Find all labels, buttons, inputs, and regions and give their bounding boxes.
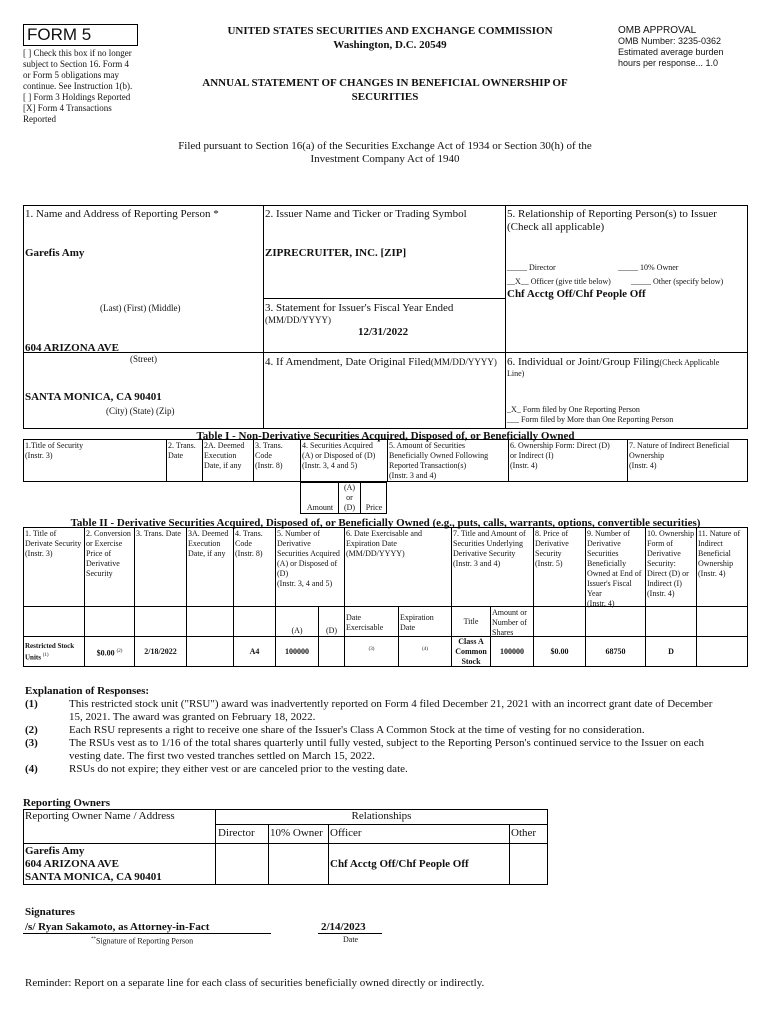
t2-col-price bbox=[535, 529, 585, 569]
filing-option-many: ___ Form filed by More than One Reporting Person bbox=[507, 415, 674, 424]
t2-sub-exercisable bbox=[346, 613, 398, 633]
t2-h-text: Direct (D) or bbox=[647, 569, 689, 578]
t1-col-nature bbox=[629, 441, 747, 471]
t1-col-text: (Instr. 8) bbox=[255, 461, 283, 470]
t2-col-deemed bbox=[188, 529, 233, 559]
t2-h-text: Date, if any bbox=[188, 549, 226, 558]
t2-row-security-text: Units bbox=[25, 653, 41, 662]
explanation-item bbox=[25, 763, 740, 776]
box6-sub: Line) bbox=[507, 369, 525, 378]
box4-sub: (MM/DD/YYYY) bbox=[430, 357, 497, 367]
t2-row-shares: 100000 bbox=[500, 647, 524, 656]
checkbox-line: continue. See Instruction 1(b). bbox=[23, 81, 133, 91]
checkbox-line: subject to Section 16. Form 4 bbox=[23, 59, 129, 69]
footnote-ref[interactable]: (3) bbox=[368, 647, 375, 652]
reporting-city: SANTA MONICA, CA 90401 bbox=[25, 391, 162, 403]
statement-title: SECURITIES bbox=[351, 91, 419, 103]
t2-row-title-text: Stock bbox=[461, 657, 481, 666]
explanation-line: 15, 2021. The award was granted on February 18, 2022. bbox=[69, 711, 316, 723]
form4-transactions-line: Reported bbox=[23, 114, 56, 124]
t1-sub-ad-text: or bbox=[346, 493, 353, 502]
signature-label bbox=[91, 935, 193, 947]
explanation-item bbox=[25, 698, 740, 724]
officer-option: __X__ Officer (give title below) bbox=[507, 277, 611, 286]
t2-h-text: Code bbox=[235, 539, 252, 548]
city-label: (City) (State) (Zip) bbox=[106, 406, 175, 416]
t2-h-text: Issuer's Fiscal bbox=[587, 579, 632, 588]
reporting-street: 604 ARIZONA AVE bbox=[25, 342, 119, 354]
t2-h-text: (Instr. 3, 4 and 5) bbox=[277, 579, 333, 588]
t2-row-date: 2/18/2022 bbox=[144, 647, 177, 656]
t1-col-text: 6. Ownership Form: Direct (D) bbox=[510, 441, 610, 450]
footnote-ref[interactable]: (1) bbox=[42, 653, 49, 658]
box2-label: 2. Issuer Name and Ticker or Trading Symbol bbox=[265, 208, 467, 220]
signature-mark: ** bbox=[91, 937, 96, 942]
owner-street: 604 ARIZONA AVE bbox=[25, 858, 119, 870]
t2-h-text: 11. Nature of bbox=[698, 529, 741, 538]
explanation-list bbox=[25, 698, 740, 776]
box6-sub: (Check Applicable bbox=[659, 358, 720, 367]
agency-location: Washington, D.C. 20549 bbox=[333, 39, 447, 51]
t1-col-text: Reported Transaction(s) bbox=[389, 461, 467, 470]
t2-sub-text: Date bbox=[346, 613, 362, 622]
form-title: FORM 5 bbox=[27, 25, 92, 44]
filing-option-one: _X_ Form filed by One Reporting Person bbox=[507, 405, 640, 414]
t1-col-text: (Instr. 4) bbox=[629, 461, 657, 470]
t1-col-text: (Instr. 4) bbox=[510, 461, 538, 470]
t2-h-text: Year bbox=[587, 589, 602, 598]
t2-h-text: Derivative Security bbox=[453, 549, 516, 558]
box3-sub: (MM/DD/YYYY) bbox=[265, 315, 331, 325]
t2-h-text: 10. Ownership bbox=[647, 529, 695, 538]
box4-label-text: 4. If Amendment, Date Original Filed bbox=[265, 356, 431, 368]
t1-col-text: (Instr. 3, 4 and 5) bbox=[302, 461, 358, 470]
box5-label bbox=[507, 208, 747, 234]
filed-line: Filed pursuant to Section 16(a) of the Securities Exchange Act of 1934 or Section 30(h) of the bbox=[178, 140, 592, 152]
t2-h-text: Securities bbox=[587, 549, 619, 558]
t1-col-text: 3. Trans. bbox=[255, 441, 283, 450]
t2-h-text: (D) bbox=[277, 569, 289, 578]
t1-col-text: 1.Title of Security bbox=[25, 441, 84, 450]
explanation-line: The RSUs vest as to 1/16 of the total shares quarterly until fully vested, subject to the Reporting Person's continued service to the Issuer on each bbox=[69, 737, 704, 749]
t1-col-text: 2. Trans. bbox=[168, 441, 196, 450]
officer-title: Chf Acctg Off/Chf People Off bbox=[507, 288, 646, 300]
omb-approval bbox=[618, 25, 758, 69]
t2-h-text: Derivate Security bbox=[25, 539, 82, 548]
t2-h-text: Securities Underlying bbox=[453, 539, 523, 548]
owners-heading: Reporting Owners bbox=[23, 797, 111, 809]
t1-col-text: Date, if any bbox=[204, 461, 242, 470]
t1-col-text: Execution bbox=[204, 451, 237, 460]
explanation-heading: Explanation of Responses: bbox=[25, 685, 150, 697]
t2-sub-a: (A) bbox=[291, 626, 303, 635]
t2-col-form bbox=[647, 529, 696, 599]
owners-col-officer: Officer bbox=[330, 827, 362, 839]
explanation-item bbox=[25, 724, 740, 737]
t2-row-form: D bbox=[668, 647, 674, 656]
explanation-item bbox=[25, 737, 740, 763]
reminder: Reminder: Report on a separate line for each class of securities beneficially owned directly or indirectly. bbox=[25, 977, 485, 989]
t1-col-text: Ownership bbox=[629, 451, 665, 460]
explanation-text bbox=[69, 698, 712, 724]
t2-h-text: 8. Price of bbox=[535, 529, 569, 538]
t2-h-text: Derivative bbox=[535, 539, 569, 548]
t2-h-text: Form of bbox=[647, 539, 673, 548]
t2-sub-text: Number of bbox=[492, 618, 527, 627]
t2-h-text: (Instr. 8) bbox=[235, 549, 263, 558]
box3-label: 3. Statement for Issuer's Fiscal Year Ended bbox=[265, 302, 454, 314]
t2-h-text: Price of bbox=[86, 549, 112, 558]
street-label: (Street) bbox=[130, 354, 157, 364]
t1-col-text: (Instr. 3) bbox=[25, 451, 53, 460]
t2-h-text: Security bbox=[535, 549, 562, 558]
omb-burden: Estimated average burden bbox=[618, 47, 724, 57]
t2-col-owned bbox=[587, 529, 645, 609]
filed-line: Investment Company Act of 1940 bbox=[310, 153, 460, 165]
t2-h-text: (Instr. 3) bbox=[25, 549, 53, 558]
table1-title: Table I - Non-Derivative Securities Acquired, Disposed of, or Beneficially Owned bbox=[196, 430, 575, 442]
date-label: Date bbox=[343, 935, 359, 944]
explanation-num: (3) bbox=[25, 737, 38, 749]
t2-sub-text: Expiration bbox=[400, 613, 434, 622]
t2-col-title bbox=[25, 529, 85, 559]
t1-sub-ad-text: (D) bbox=[343, 503, 356, 512]
explanation-text bbox=[69, 737, 704, 763]
t1-col-deemed bbox=[204, 441, 253, 471]
t2-row-title-text: Class A bbox=[458, 637, 484, 646]
owners-col-relationships: Relationships bbox=[351, 810, 412, 822]
box1-label: 1. Name and Address of Reporting Person * bbox=[25, 208, 219, 220]
explanation-line: vesting date. The first two vested tranches settled on March 15, 2022. bbox=[69, 750, 375, 762]
fiscal-year-end: 12/31/2022 bbox=[358, 326, 409, 338]
explanation-text bbox=[69, 763, 408, 776]
explanation-line: RSUs do not expire; they either vest or are canceled prior to the vesting date. bbox=[69, 763, 408, 775]
t2-row-security-text: Restricted Stock bbox=[25, 642, 75, 650]
owner-name: Garefis Amy bbox=[25, 845, 85, 857]
t1-col-title bbox=[25, 441, 165, 461]
box4-label bbox=[265, 356, 497, 369]
t2-h-text: Expiration Date bbox=[346, 539, 397, 548]
t1-col-text: (Instr. 3 and 4) bbox=[389, 471, 437, 480]
explanation-text bbox=[69, 724, 645, 737]
t2-h-text: 3A. Deemed bbox=[188, 529, 229, 538]
ten-percent-option: _____ 10% Owner bbox=[618, 263, 679, 272]
owners-col-ten: 10% Owner bbox=[270, 827, 323, 839]
t2-col-nature bbox=[698, 529, 748, 579]
t1-col-text: Code bbox=[255, 451, 272, 460]
statement-title: ANNUAL STATEMENT OF CHANGES IN BENEFICIAL OWNERSHIP OF bbox=[202, 77, 568, 89]
checkbox-line: or Form 5 obligations may bbox=[23, 70, 119, 80]
owners-col-director: Director bbox=[218, 827, 255, 839]
t1-col-text: (A) or Disposed of (D) bbox=[302, 451, 376, 460]
box5-label-line: (Check all applicable) bbox=[507, 221, 605, 233]
t2-h-text: (Instr. 4) bbox=[587, 599, 615, 608]
t1-sub-price: Price bbox=[365, 503, 383, 512]
t2-col-underlying bbox=[453, 529, 533, 569]
box6-label bbox=[507, 356, 747, 379]
owners-col-other: Other bbox=[511, 827, 537, 839]
explanation-line: Each RSU represents a right to receive one share of the Issuer's Class A Common Stock at the time of vesting for no consideration. bbox=[69, 724, 645, 736]
t2-h-text: 5. Number of bbox=[277, 529, 320, 538]
t2-col-conversion bbox=[86, 529, 134, 579]
t1-col-text: or Indirect (I) bbox=[510, 451, 554, 460]
omb-title: OMB APPROVAL bbox=[618, 25, 697, 36]
t2-h-text: Indirect bbox=[698, 539, 723, 548]
checkbox-line: [ ] Check this box if no longer bbox=[23, 48, 132, 58]
t2-h-text: Ownership bbox=[698, 559, 734, 568]
t2-h-text: Security bbox=[86, 569, 113, 578]
footnote-ref[interactable]: (2) bbox=[116, 649, 123, 654]
t2-h-text: (MM/DD/YYYY) bbox=[346, 549, 405, 558]
t2-sub-d: (D) bbox=[325, 626, 338, 635]
other-option: _____ Other (specify below) bbox=[631, 277, 724, 286]
owners-col-name: Reporting Owner Name / Address bbox=[25, 810, 175, 822]
t2-h-text: Securities Acquired bbox=[277, 549, 340, 558]
t1-sub-amount: Amount bbox=[306, 503, 334, 512]
explanation-line: This restricted stock unit ("RSU") award was inadvertently reported on Form 4 filed December 21, 2021 with an incorrect grant date of December bbox=[69, 698, 713, 710]
t1-col-text: 2A. Deemed bbox=[204, 441, 245, 450]
t2-row-title bbox=[452, 637, 490, 667]
signer-name: /s/ Ryan Sakamoto, as Attorney-in-Fact bbox=[25, 921, 210, 933]
t2-h-text: 7. Title and Amount of bbox=[453, 529, 526, 538]
t1-col-acquired bbox=[302, 441, 387, 471]
omb-number: OMB Number: 3235-0362 bbox=[618, 36, 722, 46]
t2-row-title-text: Common bbox=[455, 647, 487, 656]
t2-col-date bbox=[136, 529, 186, 539]
t1-sub-ad-text: (A) bbox=[343, 483, 356, 492]
t1-col-text: Date bbox=[168, 451, 184, 460]
owner-officer-title: Chf Acctg Off/Chf People Off bbox=[330, 858, 469, 870]
reporting-person-name: Garefis Amy bbox=[25, 247, 85, 259]
t2-row-price: $0.00 bbox=[550, 647, 569, 656]
t2-sub-amount bbox=[492, 608, 533, 638]
t2-row-security bbox=[25, 642, 85, 662]
t2-h-text: 6. Date Exercisable and bbox=[346, 529, 422, 538]
t2-col-code bbox=[235, 529, 275, 559]
t1-col-text: 5. Amount of Securities bbox=[389, 441, 465, 450]
t2-sub-text: Shares bbox=[492, 628, 514, 637]
t2-row-exercisable[interactable] bbox=[345, 645, 398, 657]
t2-h-text: Beneficial bbox=[698, 549, 731, 558]
t1-col-code bbox=[255, 441, 300, 471]
omb-burden: hours per response... 1.0 bbox=[618, 58, 719, 68]
t2-h-text: Owned at End of bbox=[587, 569, 642, 578]
t2-h-text: Derivative bbox=[86, 559, 120, 568]
t2-row-value: $0.00 bbox=[96, 648, 115, 658]
t2-h-text: Beneficially bbox=[587, 559, 627, 568]
table2-title: Table II - Derivative Securities Acquired, Disposed of, or Beneficially Owned (e.g., puts, calls, warrants, options, convertible securities) bbox=[70, 517, 701, 529]
t1-col-text: Beneficially Owned Following bbox=[389, 451, 489, 460]
owner-address bbox=[25, 845, 162, 884]
t2-h-text: (Instr. 3 and 4) bbox=[453, 559, 501, 568]
t1-col-text: 4. Securities Acquired bbox=[302, 441, 373, 450]
t2-row-owned: 68750 bbox=[605, 647, 626, 656]
signature-label-text: Signature of Reporting Person bbox=[96, 936, 194, 946]
footnote-ref[interactable]: (4) bbox=[422, 647, 428, 652]
t2-h-text: Derivative bbox=[647, 549, 681, 558]
explanation-num: (4) bbox=[25, 763, 38, 775]
t2-h-text: or Exercise bbox=[86, 539, 123, 548]
box5-label-line: 5. Relationship of Reporting Person(s) to Issuer bbox=[507, 208, 717, 220]
t2-h-text: Security: bbox=[647, 559, 676, 568]
t2-h-text: Execution bbox=[188, 539, 221, 548]
form4-transactions-line: [X] Form 4 Transactions bbox=[23, 103, 112, 113]
t2-h-text: (Instr. 4) bbox=[698, 569, 726, 578]
t2-h-text: (Instr. 5) bbox=[535, 559, 563, 568]
t1-col-form bbox=[510, 441, 627, 471]
form3-holdings-line: [ ] Form 3 Holdings Reported bbox=[23, 92, 131, 102]
box6-label-text: 6. Individual or Joint/Group Filing bbox=[507, 356, 660, 368]
t2-sub-text: Date bbox=[400, 623, 416, 632]
t2-sub-expiration bbox=[400, 613, 451, 633]
name-parts-label: (Last) (First) (Middle) bbox=[100, 303, 181, 313]
t2-sub-text: Amount or bbox=[492, 608, 527, 617]
agency-name: UNITED STATES SECURITIES AND EXCHANGE COMMISSION bbox=[227, 25, 553, 37]
t2-sub-text: Exercisable bbox=[346, 623, 384, 632]
t2-h-text: (Instr. 4) bbox=[647, 589, 675, 598]
explanation-num: (1) bbox=[25, 698, 38, 710]
t2-h-text: Derivative bbox=[587, 539, 621, 548]
signature-date: 2/14/2023 bbox=[321, 921, 366, 933]
t2-sub-title: Title bbox=[463, 617, 479, 626]
t2-row-amount-a: 100000 bbox=[285, 647, 309, 656]
t2-h-text: 9. Number of bbox=[587, 529, 630, 538]
director-option: _____ Director bbox=[507, 263, 556, 272]
t2-row-code: A4 bbox=[249, 647, 260, 656]
signatures-heading: Signatures bbox=[25, 906, 75, 918]
t1-col-text: 7. Nature of Indirect Beneficial bbox=[629, 441, 730, 450]
owner-city: SANTA MONICA, CA 90401 bbox=[25, 871, 162, 883]
checkbox-text bbox=[23, 48, 158, 125]
t2-h-text: 3. Trans. Date bbox=[136, 529, 181, 538]
t2-col-exercisable bbox=[346, 529, 451, 559]
t2-row-conversion bbox=[85, 647, 134, 659]
t1-col-date bbox=[168, 441, 202, 461]
filed-pursuant bbox=[130, 140, 640, 166]
explanation-num: (2) bbox=[25, 724, 38, 736]
t2-h-text: Indirect (I) bbox=[647, 579, 682, 588]
t2-h-text: (A) or Disposed of bbox=[277, 559, 338, 568]
t2-h-text: 2. Conversion bbox=[86, 529, 131, 538]
t1-sub-ad bbox=[339, 483, 360, 513]
t2-h-text: 1. Title of bbox=[25, 529, 57, 538]
issuer-name: ZIPRECRUITER, INC. [ZIP] bbox=[265, 247, 407, 259]
t2-col-number bbox=[277, 529, 344, 589]
t2-h-text: Derivative bbox=[277, 539, 311, 548]
t2-h-text: 4. Trans. bbox=[235, 529, 263, 538]
t2-row-expiration[interactable] bbox=[399, 645, 451, 657]
t1-col-owned bbox=[389, 441, 508, 481]
